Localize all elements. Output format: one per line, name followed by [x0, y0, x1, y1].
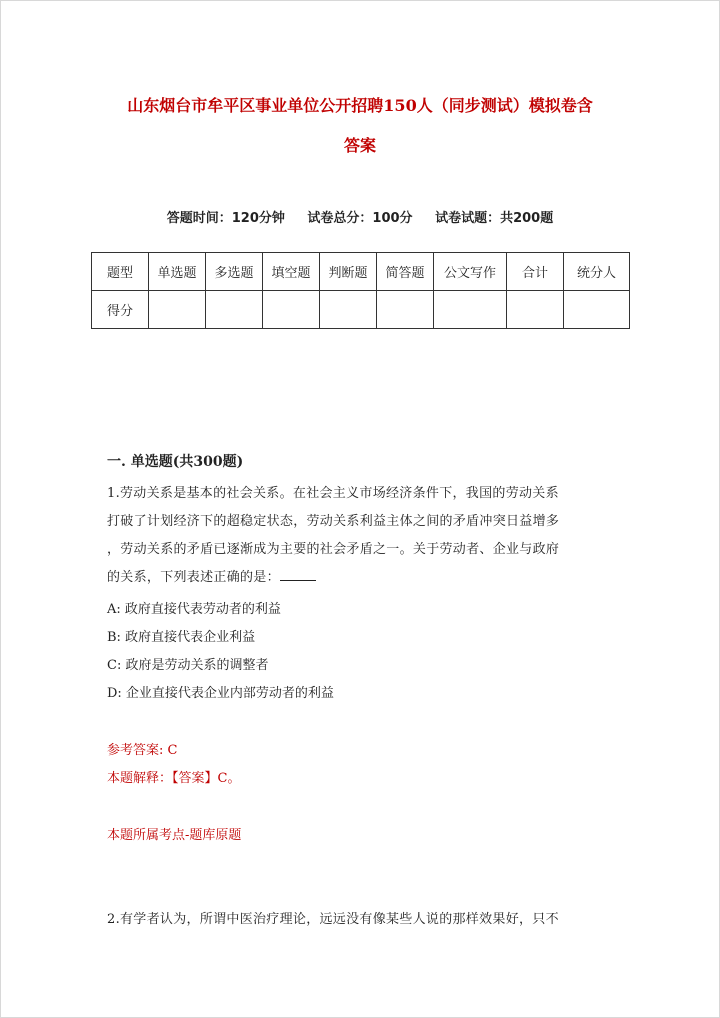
exam-time: 答题时间：120分钟: [166, 211, 285, 226]
score-cell: [434, 291, 507, 329]
score-cell: [206, 291, 263, 329]
exam-meta: [90, 207, 630, 226]
document-title-line1: 山东烟台市牟平区事业单位公开招聘150人（同步测试）模拟卷含: [127, 96, 593, 115]
score-table-header: 单选题: [149, 253, 206, 291]
question-2-line: 2.有学者认为，所谓中医治疗理论，远远没有像某些人说的那样效果好，只不: [107, 912, 559, 927]
question-1-line-last: [107, 564, 617, 592]
exam-total-score: 试卷总分：100分: [307, 211, 413, 226]
question-1-line: 1.劳动关系是基本的社会关系。在社会主义市场经济条件下，我国的劳动关系: [107, 486, 559, 501]
section-heading: 一. 单选题(共300题): [107, 454, 244, 470]
score-cell: [320, 291, 377, 329]
option-a: A: 政府直接代表劳动者的利益: [107, 602, 281, 617]
score-table: [91, 252, 630, 329]
score-table-header: 多选题: [206, 253, 263, 291]
question-1-stem-end: 的关系，下列表述正确的是：: [107, 570, 280, 585]
score-cell: [263, 291, 320, 329]
score-table-header: 简答题: [377, 253, 434, 291]
question-1-line: 打破了计划经济下的超稳定状态，劳动关系利益主体之间的矛盾冲突日益增多: [107, 514, 560, 529]
reference-answer: 参考答案: C: [107, 743, 178, 758]
score-table-header-row: [92, 253, 630, 291]
score-table-header: 公文写作: [434, 253, 507, 291]
document-title-line2: 答案: [343, 136, 376, 155]
option-d: D: 企业直接代表企业内部劳动者的利益: [107, 686, 334, 701]
score-table-score-row: [92, 291, 630, 329]
score-row-label: 得分: [92, 291, 149, 329]
score-table-header: 判断题: [320, 253, 377, 291]
option-b: B: 政府直接代表企业利益: [107, 630, 256, 645]
answer-explanation: 本题解释：【答案】C。: [107, 771, 241, 786]
question-1-line: ，劳动关系的矛盾已逐渐成为主要的社会矛盾之一。关于劳动者、企业与政府: [107, 542, 560, 557]
score-table-header: 题型: [92, 253, 149, 291]
exam-question-count: 试卷试题：共200题: [435, 211, 554, 226]
answer-blank: [280, 568, 316, 581]
score-cell: [507, 291, 564, 329]
score-table-header: 合计: [507, 253, 564, 291]
score-table-header: 统分人: [564, 253, 630, 291]
option-c: C: 政府是劳动关系的调整者: [107, 658, 269, 673]
score-cell: [377, 291, 434, 329]
question-source: 本题所属考点-题库原题: [107, 828, 242, 843]
score-cell: [564, 291, 630, 329]
score-cell: [149, 291, 206, 329]
score-table-header: 填空题: [263, 253, 320, 291]
